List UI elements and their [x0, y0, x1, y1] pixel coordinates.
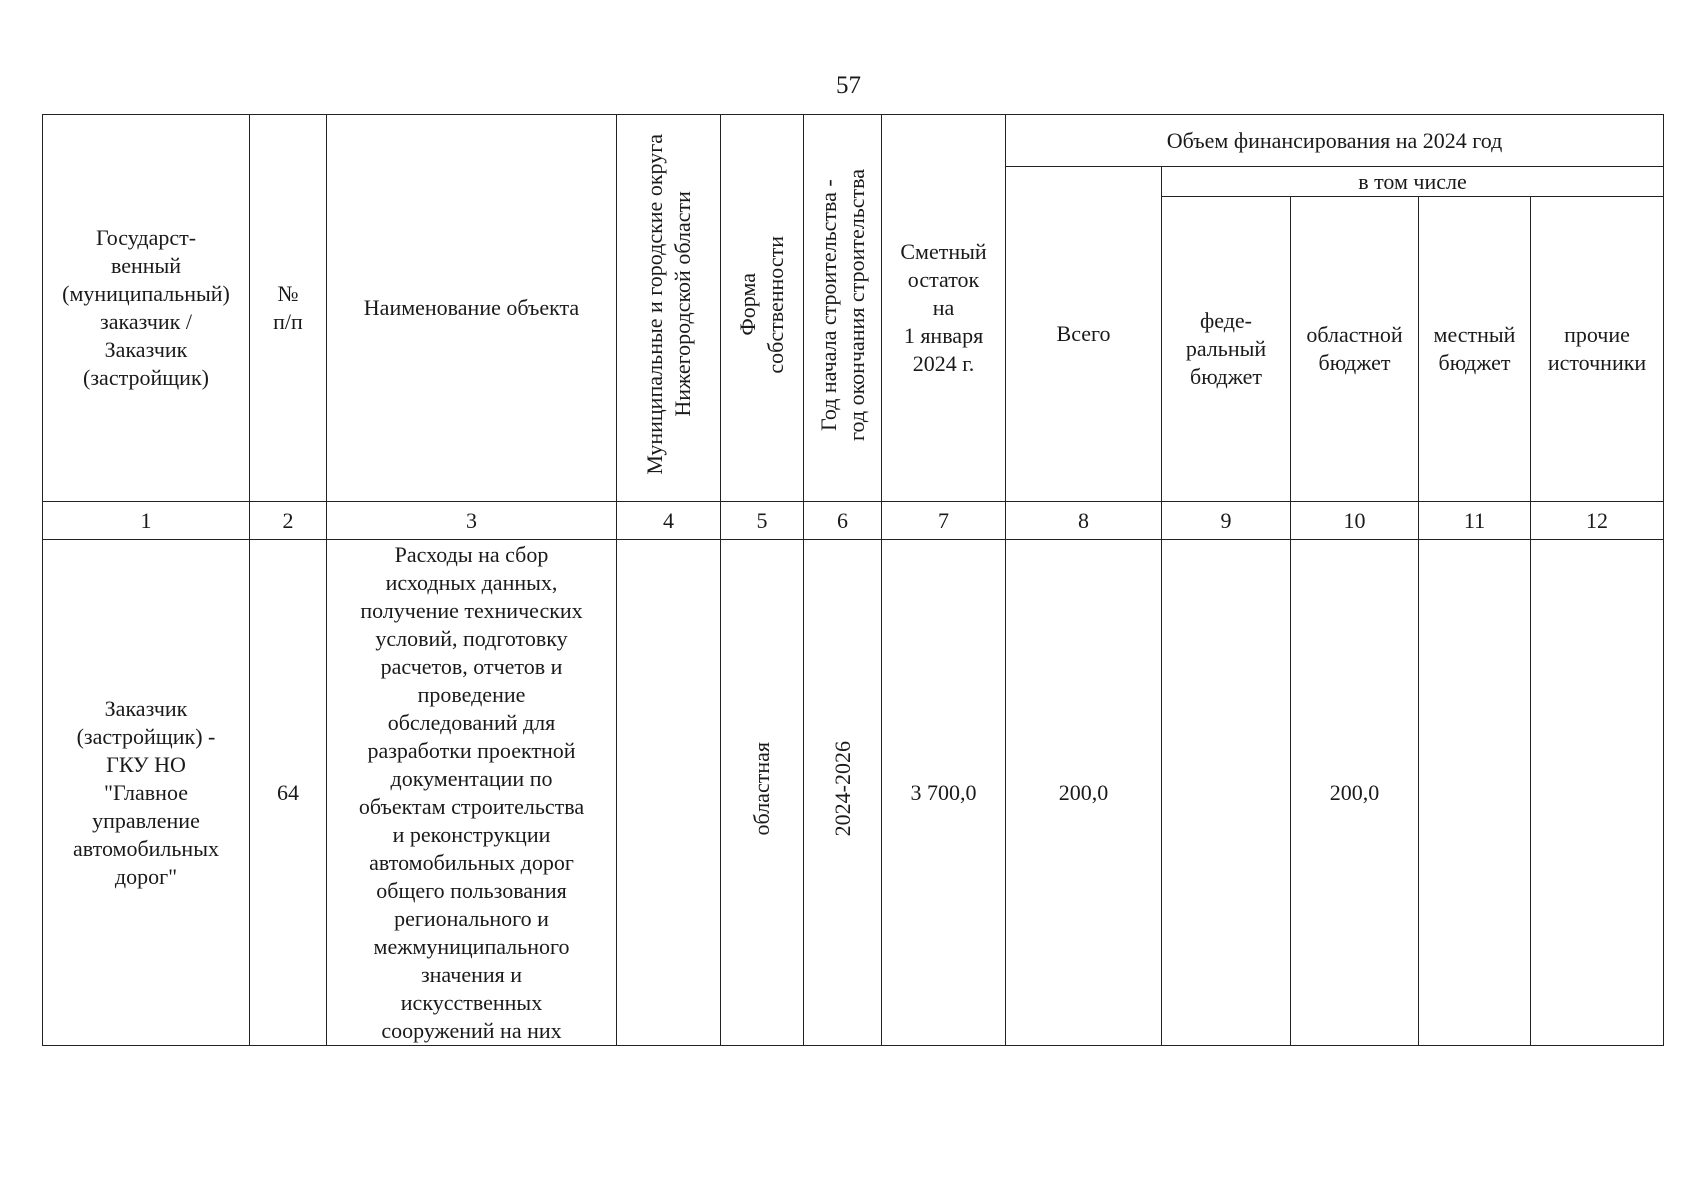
header-regional-budget: областной бюджет [1291, 197, 1419, 502]
row-federal-budget [1162, 540, 1291, 1046]
column-number: 4 [617, 502, 721, 540]
header-ownership-form: Форма собственности [721, 115, 804, 502]
column-number: 7 [882, 502, 1006, 540]
header-object-name: Наименование объекта [327, 115, 617, 502]
row-construction-years: 2024-2026 [804, 540, 882, 1046]
row-other-sources [1531, 540, 1664, 1046]
header-other-sources: прочие источники [1531, 197, 1664, 502]
column-number: 11 [1419, 502, 1531, 540]
header-customer: Государст- венный (муниципальный) заказчик / Заказчик (застройщик) [43, 115, 250, 502]
header-municipal-districts: Муниципальные и городские округа Нижегородской области [617, 115, 721, 502]
header-construction-years: Год начала строительства - год окончания строительства [804, 115, 882, 502]
header-estimated-remaining: Сметный остаток на 1 января 2024 г. [882, 115, 1006, 502]
column-number: 10 [1291, 502, 1419, 540]
column-number: 5 [721, 502, 804, 540]
column-number: 8 [1006, 502, 1162, 540]
financing-table [42, 114, 1664, 1046]
row-ownership-form: областная [721, 540, 804, 1046]
column-number: 3 [327, 502, 617, 540]
column-number-row [43, 502, 1664, 540]
column-number: 2 [250, 502, 327, 540]
table-row [43, 540, 1664, 1046]
row-regional-budget: 200,0 [1291, 540, 1419, 1046]
row-local-budget [1419, 540, 1531, 1046]
header-number: № п/п [250, 115, 327, 502]
header-funding-volume: Объем финансирования на 2024 год [1006, 115, 1664, 167]
row-object-name: Расходы на сбор исходных данных, получение технических условий, подготовку расчетов, отчетов и проведение обследований для разработки проектной документации по объектам строительства и реконструкции автомобильных дорог общего пользования регионального и межмуниципального значения и искусственных сооружений на них [327, 540, 617, 1046]
column-number: 1 [43, 502, 250, 540]
row-number: 64 [250, 540, 327, 1046]
header-local-budget: местный бюджет [1419, 197, 1531, 502]
header-total: Всего [1006, 167, 1162, 502]
column-number: 6 [804, 502, 882, 540]
row-estimated-remaining: 3 700,0 [882, 540, 1006, 1046]
column-number: 9 [1162, 502, 1291, 540]
header-federal-budget: феде- ральный бюджет [1162, 197, 1291, 502]
page-number: 57 [836, 72, 861, 99]
row-municipal-district [617, 540, 721, 1046]
row-customer: Заказчик (застройщик) - ГКУ НО "Главное управление автомобильных дорог" [43, 540, 250, 1046]
row-total: 200,0 [1006, 540, 1162, 1046]
header-including: в том числе [1162, 167, 1664, 197]
column-number: 12 [1531, 502, 1664, 540]
